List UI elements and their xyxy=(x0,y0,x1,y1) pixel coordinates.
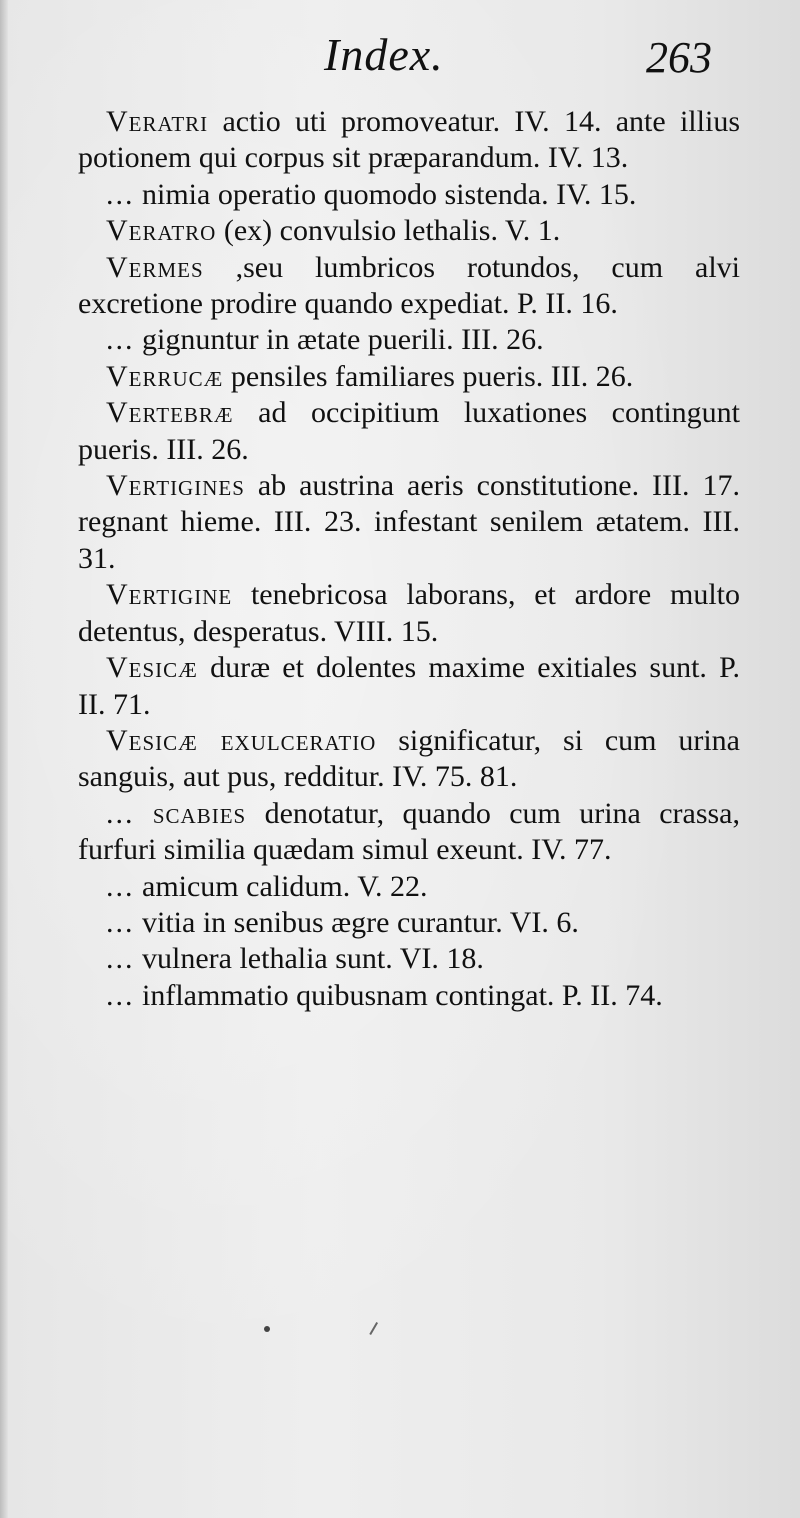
index-entries xyxy=(78,104,740,1014)
index-entry xyxy=(78,250,740,323)
index-entry xyxy=(78,577,740,650)
entry-headword: Vesicæ exulceratio xyxy=(106,723,377,757)
entry-text: inflammatio quibusnam contingat. P. II. 74. xyxy=(142,978,663,1012)
continuation-dots: ... xyxy=(106,942,135,976)
entry-text: pensiles familiares pueris. III. 26. xyxy=(223,359,634,393)
entry-text: amicum calidum. V. 22. xyxy=(142,869,428,903)
entry-headword: Vertigine xyxy=(106,578,233,612)
index-subentry xyxy=(78,905,740,941)
ink-speck xyxy=(264,1326,270,1332)
index-entry xyxy=(78,104,740,177)
index-subentry xyxy=(78,869,740,905)
entry-headword: scabies xyxy=(152,796,247,830)
continuation-dots: ... xyxy=(106,869,135,903)
index-subentry xyxy=(78,177,740,213)
entry-text: actio uti promoveatur. IV. 14. ante illius potionem qui corpus sit præparandum. IV. 13. xyxy=(78,105,740,175)
entry-text: denotatur, quando cum urina crassa, furfuri similia quædam simul exeunt. IV. 77. xyxy=(78,796,740,867)
index-subentry xyxy=(78,941,740,977)
entry-headword: Vertebræ xyxy=(106,396,234,430)
entry-headword: Vesicæ xyxy=(106,651,198,685)
entry-text: ad occipitium luxationes contingunt pueris. III. 26. xyxy=(78,396,740,466)
entry-text: (ex) convulsio lethalis. V. 1. xyxy=(216,214,561,248)
entry-text: significatur, si cum urina sanguis, aut pus, redditur. IV. 75. 81. xyxy=(78,723,740,794)
entry-text: vitia in senibus ægre curantur. VI. 6. xyxy=(142,905,579,939)
running-title: Index. xyxy=(324,29,444,80)
entry-text: tenebricosa laborans, et ardore multo detentus, desperatus. VIII. 15. xyxy=(78,578,740,648)
entry-text: duræ et dolentes maxime exitiales sunt. P. II. 71. xyxy=(78,651,740,721)
page-number: 263 xyxy=(646,33,712,82)
index-entry xyxy=(78,723,740,796)
ink-mark xyxy=(369,1322,386,1340)
entry-headword: Vertigines xyxy=(106,469,245,503)
index-entry xyxy=(78,650,740,723)
entry-text: ,seu lumbricos rotundos, cum alvi excretione prodire quando expediat. P. II. 16. xyxy=(78,250,740,321)
index-entry xyxy=(78,395,740,468)
entry-text: vulnera lethalia sunt. VI. 18. xyxy=(142,942,484,976)
page-header xyxy=(0,28,800,98)
entry-text: gignuntur in ætate puerili. III. 26. xyxy=(142,323,544,357)
index-entry xyxy=(78,468,740,577)
index-subentry xyxy=(78,796,740,869)
entry-text: ab austrina aeris constitutione. III. 17. regnant hieme. III. 23. infestant senilem ætatem. III. 31. xyxy=(78,469,740,575)
index-subentry xyxy=(78,978,740,1014)
entry-headword: Veratri xyxy=(106,105,209,138)
entry-headword: Verrucæ xyxy=(106,359,224,393)
continuation-dots: ... xyxy=(106,177,135,211)
entry-headword: Vermes xyxy=(106,250,204,284)
index-entry xyxy=(78,213,740,249)
entry-headword: Veratro xyxy=(106,214,217,248)
page-edge xyxy=(0,0,8,1518)
continuation-dots: ... xyxy=(106,978,135,1012)
index-entry xyxy=(78,359,740,395)
entry-text: nimia operatio quomodo sistenda. IV. 15. xyxy=(142,177,637,211)
continuation-dots: ... xyxy=(106,796,135,830)
continuation-dots: ... xyxy=(106,905,135,939)
index-subentry xyxy=(78,322,740,358)
continuation-dots: ... xyxy=(106,323,135,357)
